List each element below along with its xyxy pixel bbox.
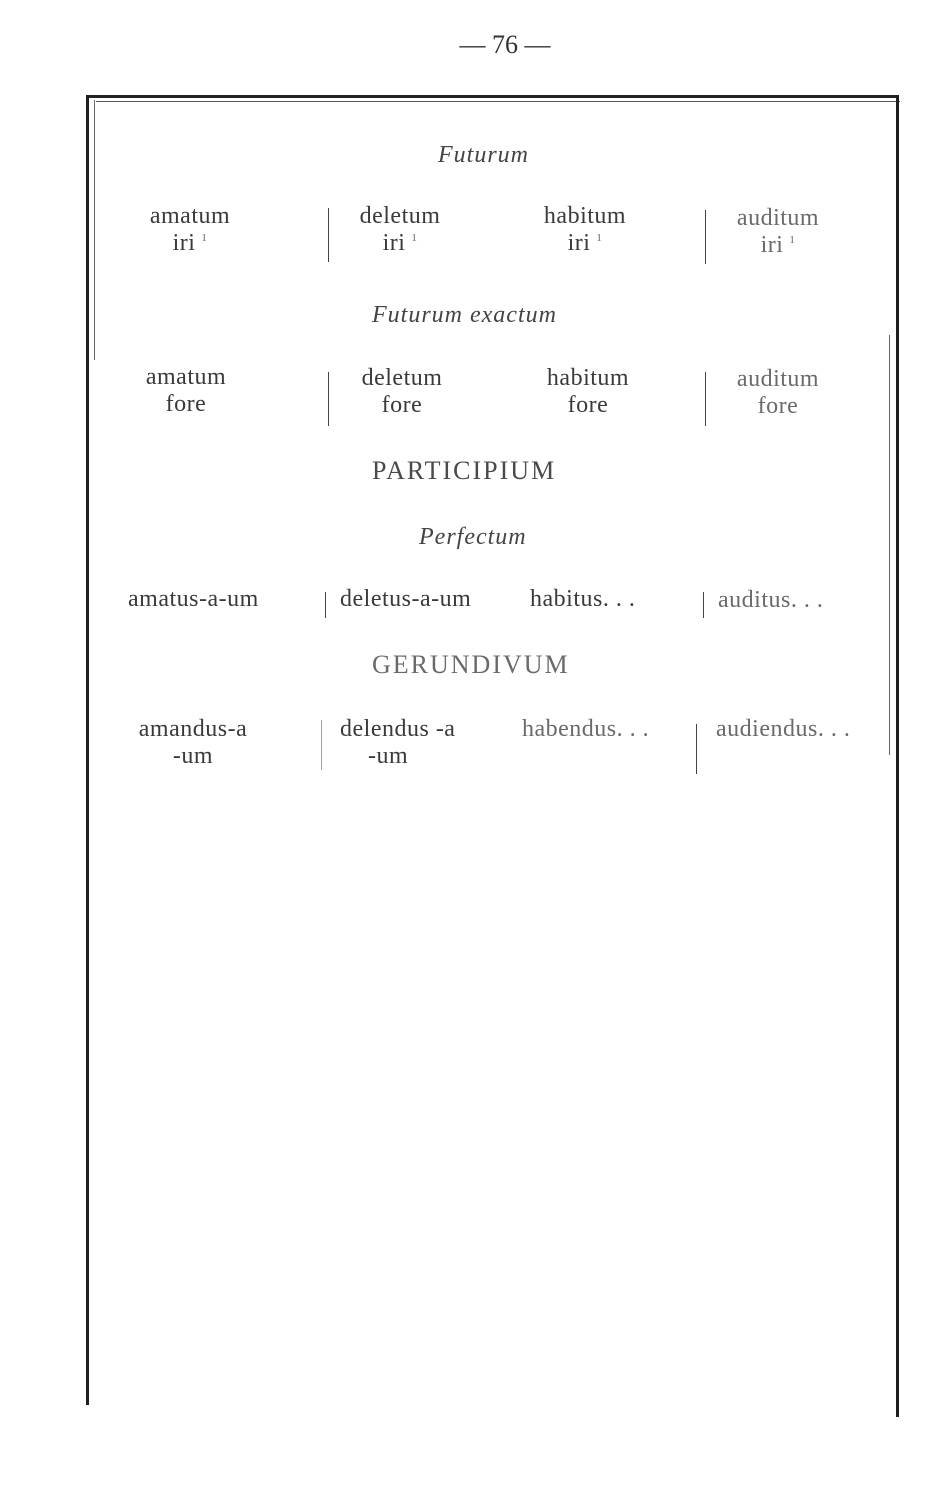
futurum-col3-line1: habitum <box>543 203 627 229</box>
futurum-col2-line2-wrap <box>340 230 460 257</box>
futurum-exactum-col4-line1: auditum <box>736 366 820 392</box>
perfectum-heading: Perfectum <box>419 524 527 550</box>
futurum-col2-line1: deletum <box>359 203 441 229</box>
participium-col1: amatus-a-um <box>128 586 259 612</box>
futurum-col4-line2: iri <box>760 232 784 258</box>
column-separator <box>705 210 706 264</box>
futurum-col1-line2-wrap <box>130 230 250 257</box>
column-separator <box>705 372 706 426</box>
futurum-heading: Futurum <box>438 142 529 168</box>
futurum-exactum-col3-line2: fore <box>567 392 609 418</box>
futurum-exactum-col4-line2: fore <box>757 393 799 419</box>
gerundivum-col1-line1: amandus-a <box>138 716 248 742</box>
futurum-exactum-col2-line1: deletum <box>361 365 443 391</box>
participium-col3: habitus. . . <box>530 586 636 612</box>
page-number: — 76 — <box>459 30 551 59</box>
futurum-col1 <box>130 203 250 257</box>
gerundivum-col1-line2: -um <box>172 743 214 769</box>
gerundivum-col2-line1: delendus -a <box>340 716 456 742</box>
futurum-exactum-col3 <box>528 365 648 419</box>
futurum-exactum-col1-line2: fore <box>165 391 207 417</box>
left-frame-line <box>86 95 89 1405</box>
right-frame-inner-line <box>889 335 890 755</box>
participium-col4: auditus. . . <box>718 587 824 613</box>
top-rule-thin <box>96 101 900 102</box>
right-frame-line <box>896 95 899 1417</box>
futurum-col2-line2: iri <box>382 230 406 256</box>
left-frame-inner-line <box>94 100 95 360</box>
futurum-col3 <box>525 203 645 257</box>
futurum-exactum-col1 <box>126 364 246 418</box>
column-separator <box>703 592 704 618</box>
futurum-col2 <box>340 203 460 257</box>
footnote-mark: 1 <box>201 232 208 244</box>
footnote-mark: 1 <box>596 232 603 244</box>
futurum-col4 <box>718 205 838 259</box>
gerundivum-col2-line2: -um <box>368 743 409 769</box>
gerundivum-heading: GERUNDIVUM <box>372 650 570 679</box>
futurum-col1-line1: amatum <box>149 203 231 229</box>
participium-heading: PARTICIPIUM <box>372 456 557 485</box>
futurum-col1-line2: iri <box>172 230 196 256</box>
column-separator <box>321 720 322 770</box>
futurum-col3-line2: iri <box>567 230 591 256</box>
column-separator <box>328 208 329 262</box>
column-separator <box>325 592 326 618</box>
futurum-exactum-col1-line1: amatum <box>145 364 227 390</box>
column-separator <box>696 724 697 774</box>
futurum-col4-line1: auditum <box>736 205 820 231</box>
column-separator <box>328 372 329 426</box>
footnote-mark: 1 <box>411 232 418 244</box>
gerundivum-col3: habendus. . . <box>522 716 650 742</box>
futurum-exactum-col2 <box>342 365 462 419</box>
gerundivum-col1 <box>118 716 268 770</box>
futurum-exactum-col3-line1: habitum <box>546 365 630 391</box>
futurum-col4-line2-wrap <box>718 232 838 259</box>
participium-col2: deletus-a-um <box>340 586 472 612</box>
futurum-exactum-col4 <box>718 366 838 420</box>
gerundivum-col4: audiendus. . . <box>716 716 851 742</box>
top-rule <box>86 95 898 98</box>
gerundivum-col2 <box>340 716 455 770</box>
futurum-exactum-col2-line2: fore <box>381 392 423 418</box>
futurum-exactum-heading: Futurum exactum <box>372 302 557 328</box>
footnote-mark: 1 <box>789 234 796 246</box>
futurum-col3-line2-wrap <box>525 230 645 257</box>
